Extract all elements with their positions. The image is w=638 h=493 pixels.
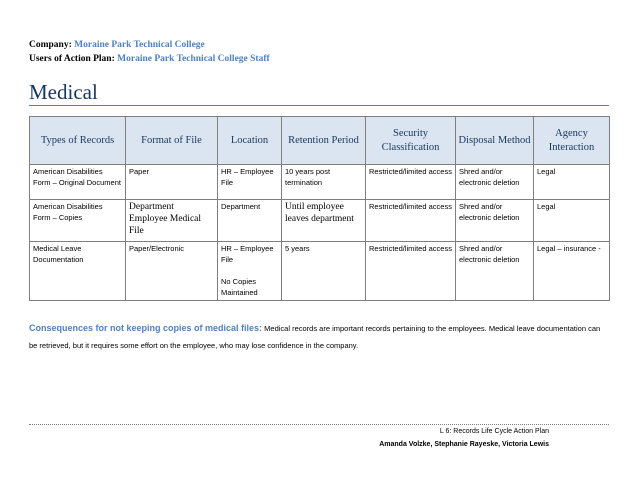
location-cell (218, 242, 282, 301)
location-cell: HR – Employee File (218, 165, 282, 200)
retention-cell: 10 years post termination (282, 165, 366, 200)
users-value: Moraine Park Technical College Staff (117, 54, 270, 64)
disposal-cell: Shred and/or electronic deletion (456, 165, 534, 200)
users-line: Users of Action Plan: Moraine Park Technical College Staff (29, 54, 270, 64)
table-header-row (30, 117, 610, 165)
consequences-heading: Consequences for not keeping copies of medical files: (29, 323, 263, 333)
column-header: Retention Period (282, 117, 366, 165)
format-cell: Paper (126, 165, 218, 200)
format-cell: Paper/Electronic (126, 242, 218, 301)
retention-cell: 5 years (282, 242, 366, 301)
users-label: Users of Action Plan (29, 54, 112, 64)
record-type-cell: American Disabilities Form – Copies (30, 200, 126, 242)
column-header: Agency Interaction (534, 117, 610, 165)
consequences-text: Medical records are important records pertaining to the employees. Medical leave documentation can be retrieved, but it requires some effort on the employee, who may lose confidence in the company. (29, 324, 601, 350)
retention-cell: Until employee leaves department (282, 200, 366, 242)
location-cell: Department (218, 200, 282, 242)
records-table (29, 116, 610, 301)
page-title: Medical (29, 80, 98, 104)
disposal-cell: Shred and/or electronic deletion (456, 242, 534, 301)
column-header: Location (218, 117, 282, 165)
column-header: Format of File (126, 117, 218, 165)
company-line: Company: Moraine Park Technical College (29, 40, 205, 50)
consequences-paragraph (29, 320, 609, 354)
format-cell: Department Employee Medical File (126, 200, 218, 242)
location-note: No Copies Maintained (221, 277, 258, 297)
agency-cell: Legal – insurance - (534, 242, 610, 301)
record-type-cell: American Disabilities Form – Original Document (30, 165, 126, 200)
footer-divider (29, 424, 609, 425)
agency-cell: Legal (534, 200, 610, 242)
column-header: Disposal Method (456, 117, 534, 165)
footer-course-title: L 6: Records Life Cycle Action Plan (439, 428, 549, 435)
table-row (30, 165, 610, 200)
footer-authors: Amanda Volzke, Stephanie Rayeske, Victoria Lewis (379, 441, 549, 448)
table-row (30, 242, 610, 301)
security-cell: Restricted/limited access (366, 165, 456, 200)
table-row (30, 200, 610, 242)
security-cell: Restricted/limited access (366, 200, 456, 242)
company-value: Moraine Park Technical College (74, 40, 205, 50)
location-text: HR – Employee File (221, 244, 274, 264)
column-header: Types of Records (30, 117, 126, 165)
column-header: Security Classification (366, 117, 456, 165)
title-divider (29, 105, 609, 106)
disposal-cell: Shred and/or electronic deletion (456, 200, 534, 242)
record-type-cell: Medical Leave Documentation (30, 242, 126, 301)
security-cell: Restricted/limited access (366, 242, 456, 301)
agency-cell: Legal (534, 165, 610, 200)
company-label: Company (29, 40, 69, 50)
